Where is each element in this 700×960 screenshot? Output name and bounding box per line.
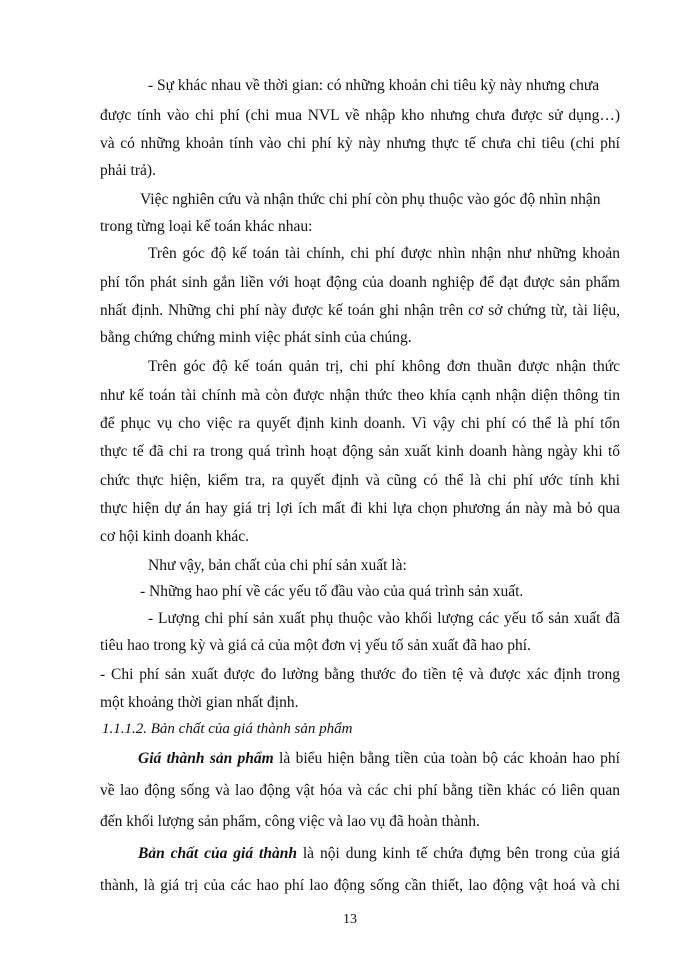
text-line: một khoảng thời gian nhất định.: [100, 694, 299, 711]
text-line: như kế toán tài chính mà còn được nhận thức theo khía cạnh nhận diện thông tin: [100, 387, 620, 404]
text-line: và có những khoản tính vào chi phí kỳ này nhưng thực tế chưa chi tiêu (chi phí: [100, 135, 620, 152]
text-line: về lao động sống và lao động vật hóa và các chi phí bằng tiền khác có liên quan: [100, 782, 620, 799]
text-line: Việc nghiên cứu và nhận thức chi phí còn phụ thuộc vào góc độ nhìn nhận: [140, 191, 601, 208]
text-line: được tính vào chi phí (chi mua NVL về nhập kho nhưng chưa được sử dụng…): [100, 107, 620, 124]
text-line: - Những hao phí về các yếu tố đầu vào của quá trình sản xuất.: [140, 583, 524, 600]
text-line: - Chi phí sản xuất được đo lường bằng thước đo tiền tệ và được xác định trong: [100, 666, 620, 683]
text-line: tiêu hao trong kỳ và giá cả của một đơn vị yếu tố sản xuất đã hao phí.: [100, 637, 531, 654]
page-number: 13: [343, 912, 357, 927]
text-line: - Sự khác nhau về thời gian: có những khoản chi tiêu kỳ này nhưng chưa: [148, 77, 600, 94]
text-line: Trên góc độ kế toán tài chính, chi phí được nhìn nhận như những khoản: [148, 245, 620, 262]
text-line: để phục vụ cho việc ra quyết định kinh doanh. Vì vậy chi phí có thể là phí tổn: [100, 415, 620, 432]
text-line: thành, là giá trị của các hao phí lao động sống cần thiết, lao động vật hoá và chi: [100, 877, 620, 894]
text-run: là biểu hiện bằng tiền của toàn bộ các khoản hao phí: [273, 750, 620, 767]
text-line: thực tế đã chi ra trong quá trình hoạt động sản xuất kinh doanh hàng ngày khi tổ: [100, 443, 620, 460]
text-line: [138, 749, 620, 769]
text-line: phải trả).: [100, 162, 156, 179]
term-gia-thanh: Giá thành sản phẩm: [138, 750, 274, 767]
text-line: bằng chứng chứng minh việc phát sinh của chúng.: [100, 329, 412, 346]
text-line: nhất định. Những chi phí này được kế toán ghi nhận trên cơ sở chứng từ, tài liệu,: [100, 302, 620, 319]
text-line: phí tổn phát sinh gắn liền với hoạt động của doanh nghiệp để đạt được sản phẩm: [100, 274, 620, 291]
term-ban-chat: Bản chất của giá thành: [138, 845, 297, 862]
text-line: cơ hội kinh doanh khác.: [100, 528, 249, 545]
text-line: đến khối lượng sản phẩm, công việc và lao vụ đã hoàn thành.: [100, 813, 480, 830]
text-line: trong từng loại kế toán khác nhau:: [100, 218, 313, 235]
section-heading: 1.1.1.2. Bản chất của giá thành sản phẩm: [102, 721, 353, 737]
text-line: chức thực hiện, kiểm tra, ra quyết định và cũng có thể là chi phí ước tính khi: [100, 472, 620, 489]
text-line: Như vậy, bản chất của chi phí sản xuất là:: [148, 557, 407, 574]
text-run: là nội dung kinh tế chứa đựng bên trong của giá: [296, 845, 620, 862]
text-line: thực hiện dự án hay giá trị lợi ích mất đi khi lựa chọn phương án này mà bỏ qua: [100, 500, 620, 517]
text-line: Trên góc độ kế toán quản trị, chi phí không đơn thuần được nhận thức: [148, 358, 620, 375]
text-line: - Lượng chi phí sản xuất phụ thuộc vào khối lượng các yếu tố sản xuất đã: [148, 610, 620, 627]
